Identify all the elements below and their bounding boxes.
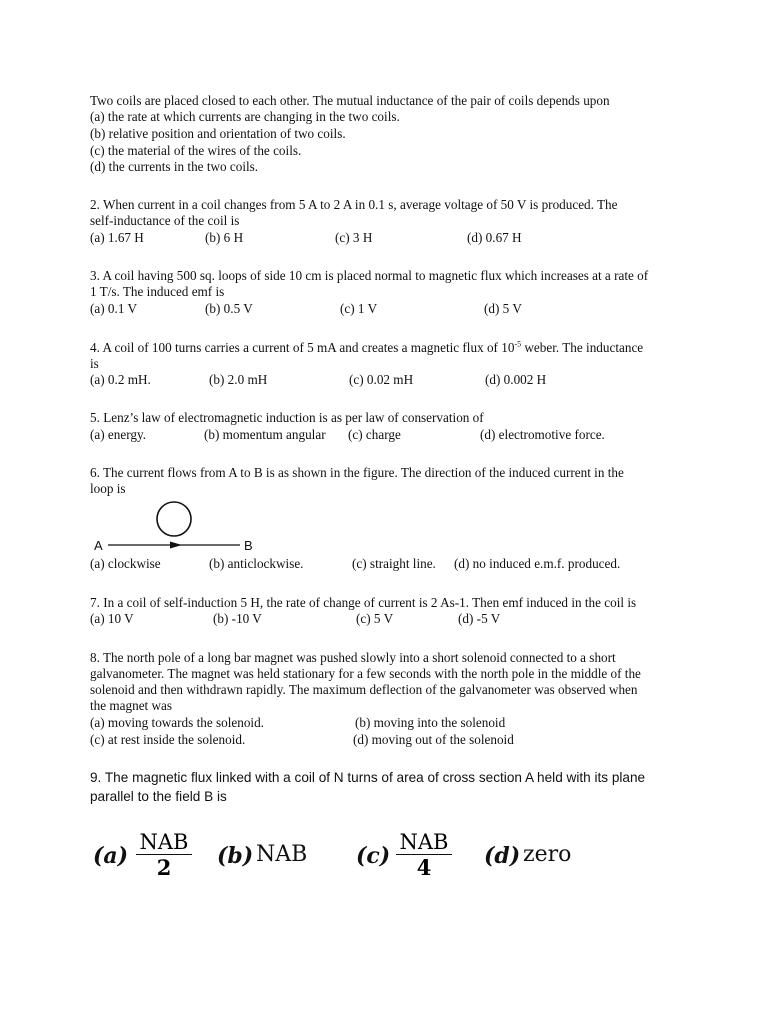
q9-option-a-fraction xyxy=(136,830,192,881)
q4-stem-line2: is xyxy=(90,356,99,371)
q9-stem-line2: parallel to the field B is xyxy=(90,789,227,804)
q8-stem-line3: solenoid and then withdrawn rapidly. The maximum deflection of the galvanometer was observed when xyxy=(90,682,638,697)
q8-stem-line1: 8. The north pole of a long bar magnet was pushed slowly into a short solenoid connected to a short xyxy=(90,650,616,665)
current-arrow xyxy=(170,542,182,549)
q9-option-a-label: (a) xyxy=(93,843,129,869)
q9-stem-line1: 9. The magnetic flux linked with a coil of N turns of area of cross section A held with its plane xyxy=(90,770,646,785)
q1-option-b: (b) relative position and orientation of two coils. xyxy=(90,126,346,141)
q2-option-a: (a) 1.67 H xyxy=(90,230,144,245)
q3-stem-line2: 1 T/s. The induced emf is xyxy=(90,284,225,299)
q7-option-d: (d) -5 V xyxy=(458,611,501,626)
q6-stem-line1: 6. The current flows from A to B is as shown in the figure. The direction of the induced current in the xyxy=(90,465,624,480)
q6-option-c: (c) straight line. xyxy=(352,556,436,571)
q9-option-c-denominator: 4 xyxy=(416,855,432,880)
q4-stem-pre: 4. A coil of 100 turns carries a current of 5 mA and creates a magnetic flux of 10 xyxy=(90,340,515,355)
loop-wire-diagram xyxy=(88,498,288,556)
q9-option-c-numerator: NAB xyxy=(396,830,452,855)
q3-option-d: (d) 5 V xyxy=(484,301,522,316)
q1-option-d: (d) the currents in the two coils. xyxy=(90,159,259,174)
fig-label-b: B xyxy=(244,538,253,553)
q1-option-c: (c) the material of the wires of the coils. xyxy=(90,143,302,158)
q3-option-c: (c) 1 V xyxy=(340,301,378,316)
q5-option-b: (b) momentum angular xyxy=(204,427,326,442)
q8-stem-line2: galvanometer. The magnet was held stationary for a few seconds with the north pole in the middle of the xyxy=(90,666,641,681)
q2-stem-line1: 2. When current in a coil changes from 5 A to 2 A in 0.1 s, average voltage of 50 V is produced. The xyxy=(90,197,618,212)
q6-option-d: (d) no induced e.m.f. produced. xyxy=(454,556,621,571)
q9-option-b-label: (b) xyxy=(217,843,254,869)
q3-stem-line1: 3. A coil having 500 sq. loops of side 10 cm is placed normal to magnetic flux which increases at a rate of xyxy=(90,268,649,283)
q4-option-c: (c) 0.02 mH xyxy=(349,372,414,387)
q8-option-b: (b) moving into the solenoid xyxy=(355,715,506,730)
q2-option-d: (d) 0.67 H xyxy=(467,230,522,245)
q4-option-b: (b) 2.0 mH xyxy=(209,372,268,387)
q8-option-a: (a) moving towards the solenoid. xyxy=(90,715,264,730)
q6-option-b: (b) anticlockwise. xyxy=(209,556,304,571)
q4-stem-post: weber. The inductance xyxy=(521,340,644,355)
q4-stem-line1 xyxy=(90,340,643,357)
fig-label-a: A xyxy=(94,538,103,553)
q4-option-d: (d) 0.002 H xyxy=(485,372,547,387)
q2-option-b: (b) 6 H xyxy=(205,230,244,245)
q9-option-a-numerator: NAB xyxy=(136,830,192,855)
q1-stem: Two coils are placed closed to each other. The mutual inductance of the pair of coils depends upon xyxy=(90,93,610,108)
q9-option-c-fraction xyxy=(396,830,452,881)
q6-figure xyxy=(88,498,288,561)
q8-option-d: (d) moving out of the solenoid xyxy=(353,732,514,747)
q5-option-d: (d) electromotive force. xyxy=(480,427,605,442)
q9-option-d-value: zero xyxy=(523,842,572,867)
q8-option-c: (c) at rest inside the solenoid. xyxy=(90,732,246,747)
q1-option-a: (a) the rate at which currents are changing in the two coils. xyxy=(90,109,400,124)
q7-stem: 7. In a coil of self-induction 5 H, the rate of change of current is 2 As-1. Then emf induced in the coil is xyxy=(90,595,637,610)
q5-option-c: (c) charge xyxy=(348,427,401,442)
q9-option-d-label: (d) xyxy=(484,843,521,869)
q9-option-b-value: NAB xyxy=(256,842,308,867)
q4-stem-exponent: -5 xyxy=(514,339,522,349)
q3-option-a: (a) 0.1 V xyxy=(90,301,137,316)
q7-option-a: (a) 10 V xyxy=(90,611,134,626)
q9-option-c-label: (c) xyxy=(356,843,391,869)
q5-stem: 5. Lenz’s law of electromagnetic induction is as per law of conservation of xyxy=(90,410,484,425)
q2-stem-line2: self-inductance of the coil is xyxy=(90,213,240,228)
q7-option-b: (b) -10 V xyxy=(213,611,262,626)
q6-option-a: (a) clockwise xyxy=(90,556,161,571)
q4-option-a: (a) 0.2 mH. xyxy=(90,372,151,387)
q8-stem-line4: the magnet was xyxy=(90,698,173,713)
q7-option-c: (c) 5 V xyxy=(356,611,394,626)
q3-option-b: (b) 0.5 V xyxy=(205,301,253,316)
q5-option-a: (a) energy. xyxy=(90,427,147,442)
q2-option-c: (c) 3 H xyxy=(335,230,373,245)
q6-stem-line2: loop is xyxy=(90,481,126,496)
loop-circle xyxy=(157,502,191,536)
q9-option-a-denominator: 2 xyxy=(156,855,172,880)
